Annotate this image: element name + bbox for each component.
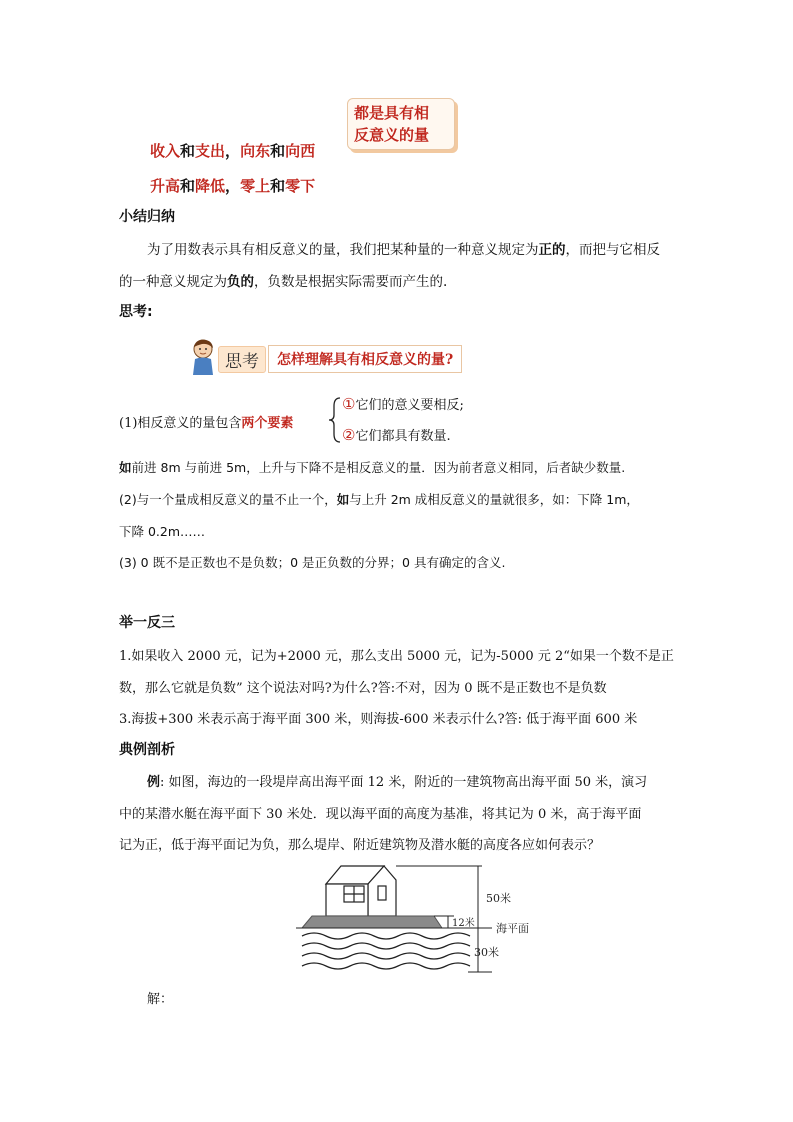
example-line-1 — [147, 771, 647, 790]
example-text: : 如图，海边的一段堤岸高出海平面 12 米，附近的一建筑物高出海平面 50 米，演习 — [160, 775, 648, 790]
note-line-1 — [119, 458, 625, 476]
sea-waves — [302, 933, 470, 969]
summary-text: 为了用数表示具有相反意义的量，我们把某种量的一种意义规定为 — [147, 242, 539, 258]
opposite-term: 零下 — [285, 177, 316, 195]
note-line-2 — [119, 490, 639, 508]
summary-para-line-1 — [147, 238, 660, 258]
summary-text: 的一种意义规定为 — [119, 274, 227, 290]
connector-text: ， — [225, 142, 241, 160]
item-1-sub-2 — [342, 425, 451, 444]
opposite-term: 支出 — [195, 142, 226, 160]
item-1-prefix: (1)相反意义的量包含 — [119, 416, 242, 431]
circled-two: ② — [342, 426, 356, 444]
opposite-term: 零上 — [240, 177, 271, 195]
think-question: 怎样理解具有相反意义的量? — [268, 345, 462, 373]
sub-1-text: 它们的意义要相反; — [355, 398, 464, 413]
note-text: 与上升 2m 成相反意义的量就很多，如：下降 1m， — [349, 492, 639, 507]
practice-line-3: 3.海拔+300 米表示高于海平面 300 米，则海拔-600 米表示什么?答: 低于海平面 600 米 — [119, 712, 638, 727]
connector-text: 和 — [180, 177, 196, 195]
thinking-boy-icon — [188, 337, 220, 377]
embankment — [302, 916, 442, 928]
sub-2-text: 它们都具有数量. — [355, 429, 451, 444]
example-label: 例 — [147, 775, 161, 790]
connector-text: 和 — [270, 177, 286, 195]
opposite-term: 升高 — [150, 177, 181, 195]
practice-heading: 举一反三 — [119, 615, 175, 631]
item-1 — [119, 412, 293, 431]
practice-line-2: 数，那么它就是负数” 这个说法对吗?为什么?答:不对，因为 0 既不是正数也不是负数 — [119, 681, 607, 696]
label-sea-level: 海平面 — [496, 922, 529, 935]
note-text: 前进 8m 与前进 5m，上升与下降不是相反意义的量．因为前者意义相同，后者缺少数量. — [131, 460, 626, 475]
summary-heading: 小结归纳 — [119, 209, 175, 225]
think-heading: 思考: — [119, 304, 153, 320]
two-elements-term: 两个要素 — [241, 416, 294, 431]
positive-term: 正的 — [538, 242, 566, 258]
callout-line-2: 反意义的量 — [354, 126, 430, 144]
item-1-sub-1 — [342, 394, 464, 413]
label-50m: 50米 — [486, 892, 511, 905]
label-30m: 30米 — [474, 946, 499, 959]
note-line-3: 下降 0.2m…… — [119, 524, 206, 539]
summary-text: ，而把与它相反 — [565, 242, 660, 258]
example-line-2: 中的某潜水艇在海平面下 30 米处．现以海平面的高度为基准，将其记为 0 米，高于海平面 — [119, 807, 642, 822]
practice-line-1: 1.如果收入 2000 元，记为+2000 元，那么支出 5000 元，记为-5000 元 2“如果一个数不是正 — [119, 649, 674, 664]
think-tag: 思考 — [218, 346, 266, 373]
opposite-term: 向东 — [240, 142, 271, 160]
connector-text: 和 — [270, 142, 286, 160]
example-line-3: 记为正，低于海平面记为负，那么堤岸、附近建筑物及潜水艇的高度各应如何表示？ — [119, 838, 601, 853]
callout-box — [347, 98, 455, 150]
note-text: (2)与一个量成相反意义的量不止一个， — [119, 492, 337, 507]
circled-one: ① — [342, 395, 356, 413]
opposite-pairs-row-1 — [150, 140, 315, 161]
brace — [328, 396, 342, 444]
summary-para-line-2 — [119, 270, 447, 290]
label-12m: 12米 — [452, 918, 475, 929]
opposite-pairs-row-2 — [150, 175, 315, 196]
think-banner — [188, 339, 494, 377]
building-drawing — [326, 866, 396, 916]
summary-text: ，负数是根据实际需要而产生的. — [254, 274, 448, 290]
note-emph: 如 — [336, 492, 350, 507]
sea-level-figure — [296, 864, 544, 976]
example-heading: 典例剖析 — [119, 742, 175, 758]
solution-label: 解： — [147, 992, 174, 1007]
callout-line-1: 都是具有相 — [354, 104, 430, 122]
connector-text: ， — [225, 177, 241, 195]
negative-term: 负的 — [227, 274, 254, 290]
opposite-term: 向西 — [285, 142, 316, 160]
note-emph: 如 — [119, 460, 132, 475]
connector-text: 和 — [180, 142, 196, 160]
opposite-term: 降低 — [195, 177, 226, 195]
opposite-term: 收入 — [150, 142, 181, 160]
note-line-4: (3) 0 既不是正数也不是负数；0 是正负数的分界；0 具有确定的含义. — [119, 555, 506, 570]
